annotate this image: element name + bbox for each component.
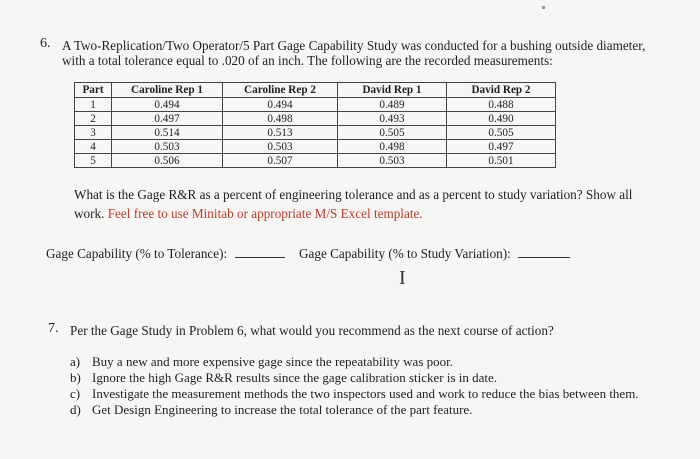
table-row <box>75 98 556 112</box>
cell-caroline-rep-2: 0.513 <box>223 126 338 140</box>
cell-part: 1 <box>75 98 112 112</box>
cell-caroline-rep-2: 0.494 <box>223 98 338 112</box>
question-6-number: 6. <box>40 36 51 51</box>
cell-caroline-rep-2: 0.503 <box>223 140 338 154</box>
option-letter: d) <box>70 402 81 417</box>
cell-david-rep-1: 0.489 <box>338 98 447 112</box>
cell-david-rep-2: 0.501 <box>447 154 556 168</box>
cell-david-rep-1: 0.503 <box>338 154 447 168</box>
question-7-number: 7. <box>48 321 59 336</box>
table-row <box>75 154 556 168</box>
cell-david-rep-2: 0.488 <box>447 98 556 112</box>
cell-david-rep-2: 0.490 <box>447 112 556 126</box>
cell-part: 4 <box>75 140 112 154</box>
cell-david-rep-1: 0.505 <box>338 126 447 140</box>
option-letter: b) <box>70 370 81 385</box>
scan-mark <box>542 6 545 9</box>
table-row <box>75 112 556 126</box>
cell-david-rep-1: 0.498 <box>338 140 447 154</box>
option-a <box>70 354 453 370</box>
work-label: work. <box>74 206 105 221</box>
option-d <box>70 402 472 418</box>
text-cursor-icon: I <box>399 267 406 289</box>
option-text: Ignore the high Gage R&R results since the gage calibration sticker is in date. <box>92 370 498 385</box>
cell-part: 2 <box>75 112 112 126</box>
cell-caroline-rep-1: 0.506 <box>112 154 223 168</box>
option-text: Get Design Engineering to increase the total tolerance of the part feature. <box>92 402 473 417</box>
cell-caroline-rep-2: 0.507 <box>223 154 338 168</box>
answer-variation <box>299 245 570 262</box>
option-c <box>70 386 639 402</box>
header-caroline-rep-1: Caroline Rep 1 <box>112 83 223 98</box>
cell-part: 3 <box>75 126 112 140</box>
answer-variation-label: Gage Capability (% to Study Variation): <box>299 246 511 261</box>
header-david-rep-2: David Rep 2 <box>447 83 556 98</box>
question-6-line-1: A Two-Replication/Two Operator/5 Part Gage Capability Study was conducted for a bushing outside diameter, <box>62 38 646 53</box>
answer-variation-blank[interactable] <box>518 257 570 258</box>
answer-tolerance <box>46 245 285 262</box>
cell-part: 5 <box>75 154 112 168</box>
option-b <box>70 370 497 386</box>
cell-david-rep-1: 0.493 <box>338 112 447 126</box>
table-header-row <box>75 83 556 98</box>
cell-david-rep-2: 0.497 <box>447 140 556 154</box>
cell-caroline-rep-1: 0.514 <box>112 126 223 140</box>
cell-caroline-rep-1: 0.494 <box>112 98 223 112</box>
option-text: Buy a new and more expensive gage since the repeatability was poor. <box>92 354 453 369</box>
answer-tolerance-blank[interactable] <box>235 257 285 258</box>
question-6-prompt-line-1: What is the Gage R&R as a percent of engineering tolerance and as a percent to study variation? Show all <box>74 187 633 202</box>
header-part: Part <box>75 83 112 98</box>
header-david-rep-1: David Rep 1 <box>338 83 447 98</box>
question-6-prompt-line-2 <box>74 205 423 222</box>
option-letter: c) <box>70 386 81 401</box>
cell-caroline-rep-1: 0.503 <box>112 140 223 154</box>
cell-david-rep-2: 0.505 <box>447 126 556 140</box>
option-letter: a) <box>70 354 81 369</box>
question-6-line-2: with a total tolerance equal to .020 of an inch. The following are the recorded measurements: <box>62 53 553 68</box>
template-hint: Feel free to use Minitab or appropriate M/S Excel template. <box>107 206 423 221</box>
measurements-table <box>74 82 556 168</box>
cell-caroline-rep-2: 0.498 <box>223 112 338 126</box>
table-row <box>75 126 556 140</box>
question-7-text: Per the Gage Study in Problem 6, what would you recommend as the next course of action? <box>70 323 554 338</box>
header-caroline-rep-2: Caroline Rep 2 <box>223 83 338 98</box>
table-row <box>75 140 556 154</box>
cell-caroline-rep-1: 0.497 <box>112 112 223 126</box>
option-text: Investigate the measurement methods the two inspectors used and work to reduce the bias between them. <box>92 386 639 401</box>
answer-tolerance-label: Gage Capability (% to Tolerance): <box>46 246 228 261</box>
